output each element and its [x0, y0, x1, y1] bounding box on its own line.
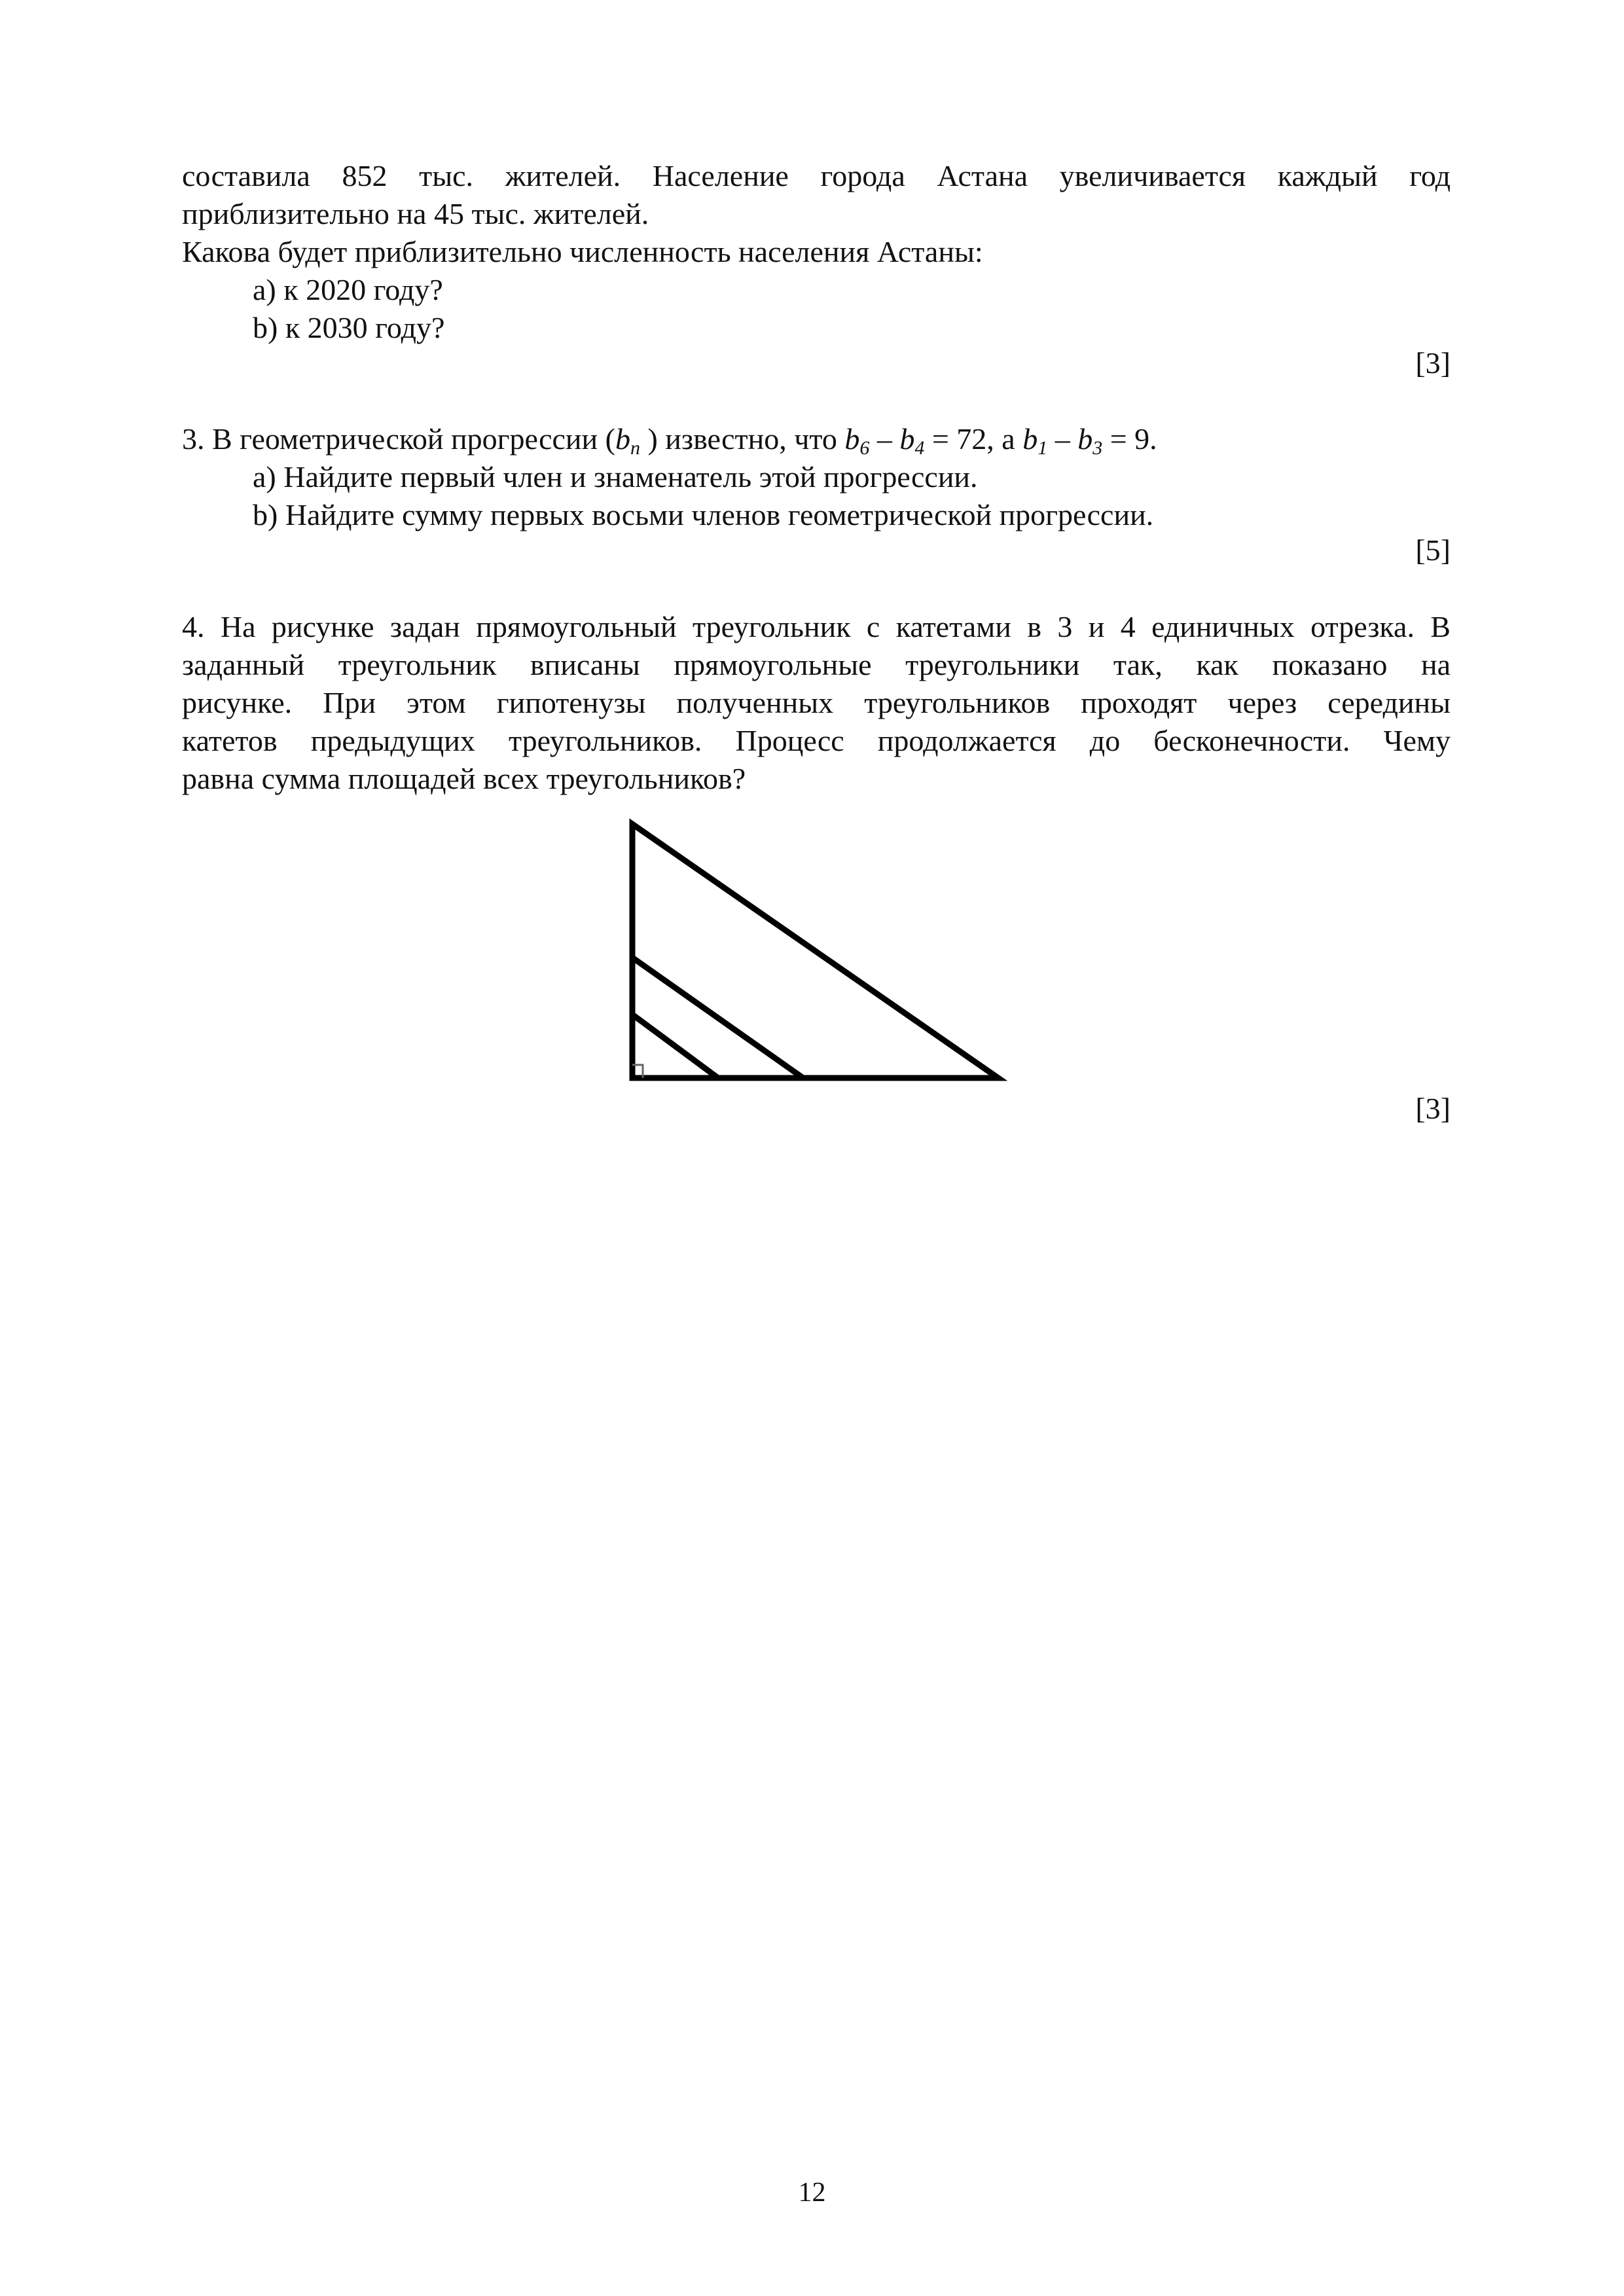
- problem-4-score: [3]: [1415, 1092, 1451, 1125]
- problem-2-item-a: a) к 2020 году?: [253, 273, 443, 306]
- term-b1-subscript: 1: [1038, 437, 1048, 459]
- problem-2-question: Какова будет приблизительно численность населения Астаны:: [182, 235, 983, 268]
- equals-9: = 9.: [1102, 422, 1157, 456]
- sequence-symbol: b: [615, 422, 630, 456]
- minus-sign-2: –: [1047, 422, 1078, 456]
- term-b3: b: [1077, 422, 1093, 456]
- outer-triangle: [632, 824, 998, 1078]
- problem-3-item-b: b) Найдите сумму первых восьми членов геометрической прогрессии.: [253, 498, 1154, 531]
- problem-4-line-5: равна сумма площадей всех треугольников?: [182, 762, 746, 795]
- problem-2-line-1: составила 852 тыс. жителей. Население города Астана увеличивается каждый год: [182, 159, 1451, 192]
- problem-4-line-2: заданный треугольник вписаны прямоугольные треугольники так, как показано на: [182, 648, 1451, 681]
- problem-3-statement: [182, 420, 1451, 458]
- minus-sign-1: –: [869, 422, 900, 456]
- inner-hypotenuse-1: [632, 958, 803, 1078]
- problem-4-line-1: 4. На рисунке задан прямоугольный треугольник с катетами в 3 и 4 единичных отрезка. В: [182, 610, 1451, 643]
- problem-3-text: [182, 420, 1451, 534]
- term-b6: b: [844, 422, 860, 456]
- term-b4-subscript: 4: [914, 437, 925, 459]
- problem-2-item-b: b) к 2030 году?: [253, 311, 445, 344]
- term-b3-subscript: 3: [1092, 437, 1103, 459]
- problem-4-line-4: катетов предыдущих треугольников. Процесс продолжается до бесконечности. Чему: [182, 724, 1451, 757]
- term-b1: b: [1022, 422, 1038, 456]
- sequence-subscript-n: n: [630, 437, 640, 459]
- nested-triangles-figure: [623, 815, 1016, 1090]
- term-b6-subscript: 6: [859, 437, 870, 459]
- term-b4: b: [899, 422, 915, 456]
- problem-2-line-2: приблизительно на 45 тыс. жителей.: [182, 197, 649, 230]
- problem-4-line-3: рисунке. При этом гипотенузы полученных треугольников проходят через середины: [182, 686, 1451, 719]
- problem-3-item-a: a) Найдите первый член и знаменатель этой прогрессии.: [253, 460, 978, 493]
- problem-4-text: [182, 608, 1451, 798]
- problem-3-score: [5]: [1415, 533, 1451, 567]
- problem-3-prefix: 3. В геометрической прогрессии (: [182, 422, 615, 456]
- problem-2-text: [182, 157, 1451, 347]
- equals-72: = 72, а: [924, 422, 1023, 456]
- page-number: 12: [798, 2178, 826, 2208]
- problem-2-score: [3]: [1415, 346, 1451, 380]
- problem-3-mid: ) известно, что: [640, 422, 845, 456]
- inner-hypotenuse-2: [632, 1014, 718, 1078]
